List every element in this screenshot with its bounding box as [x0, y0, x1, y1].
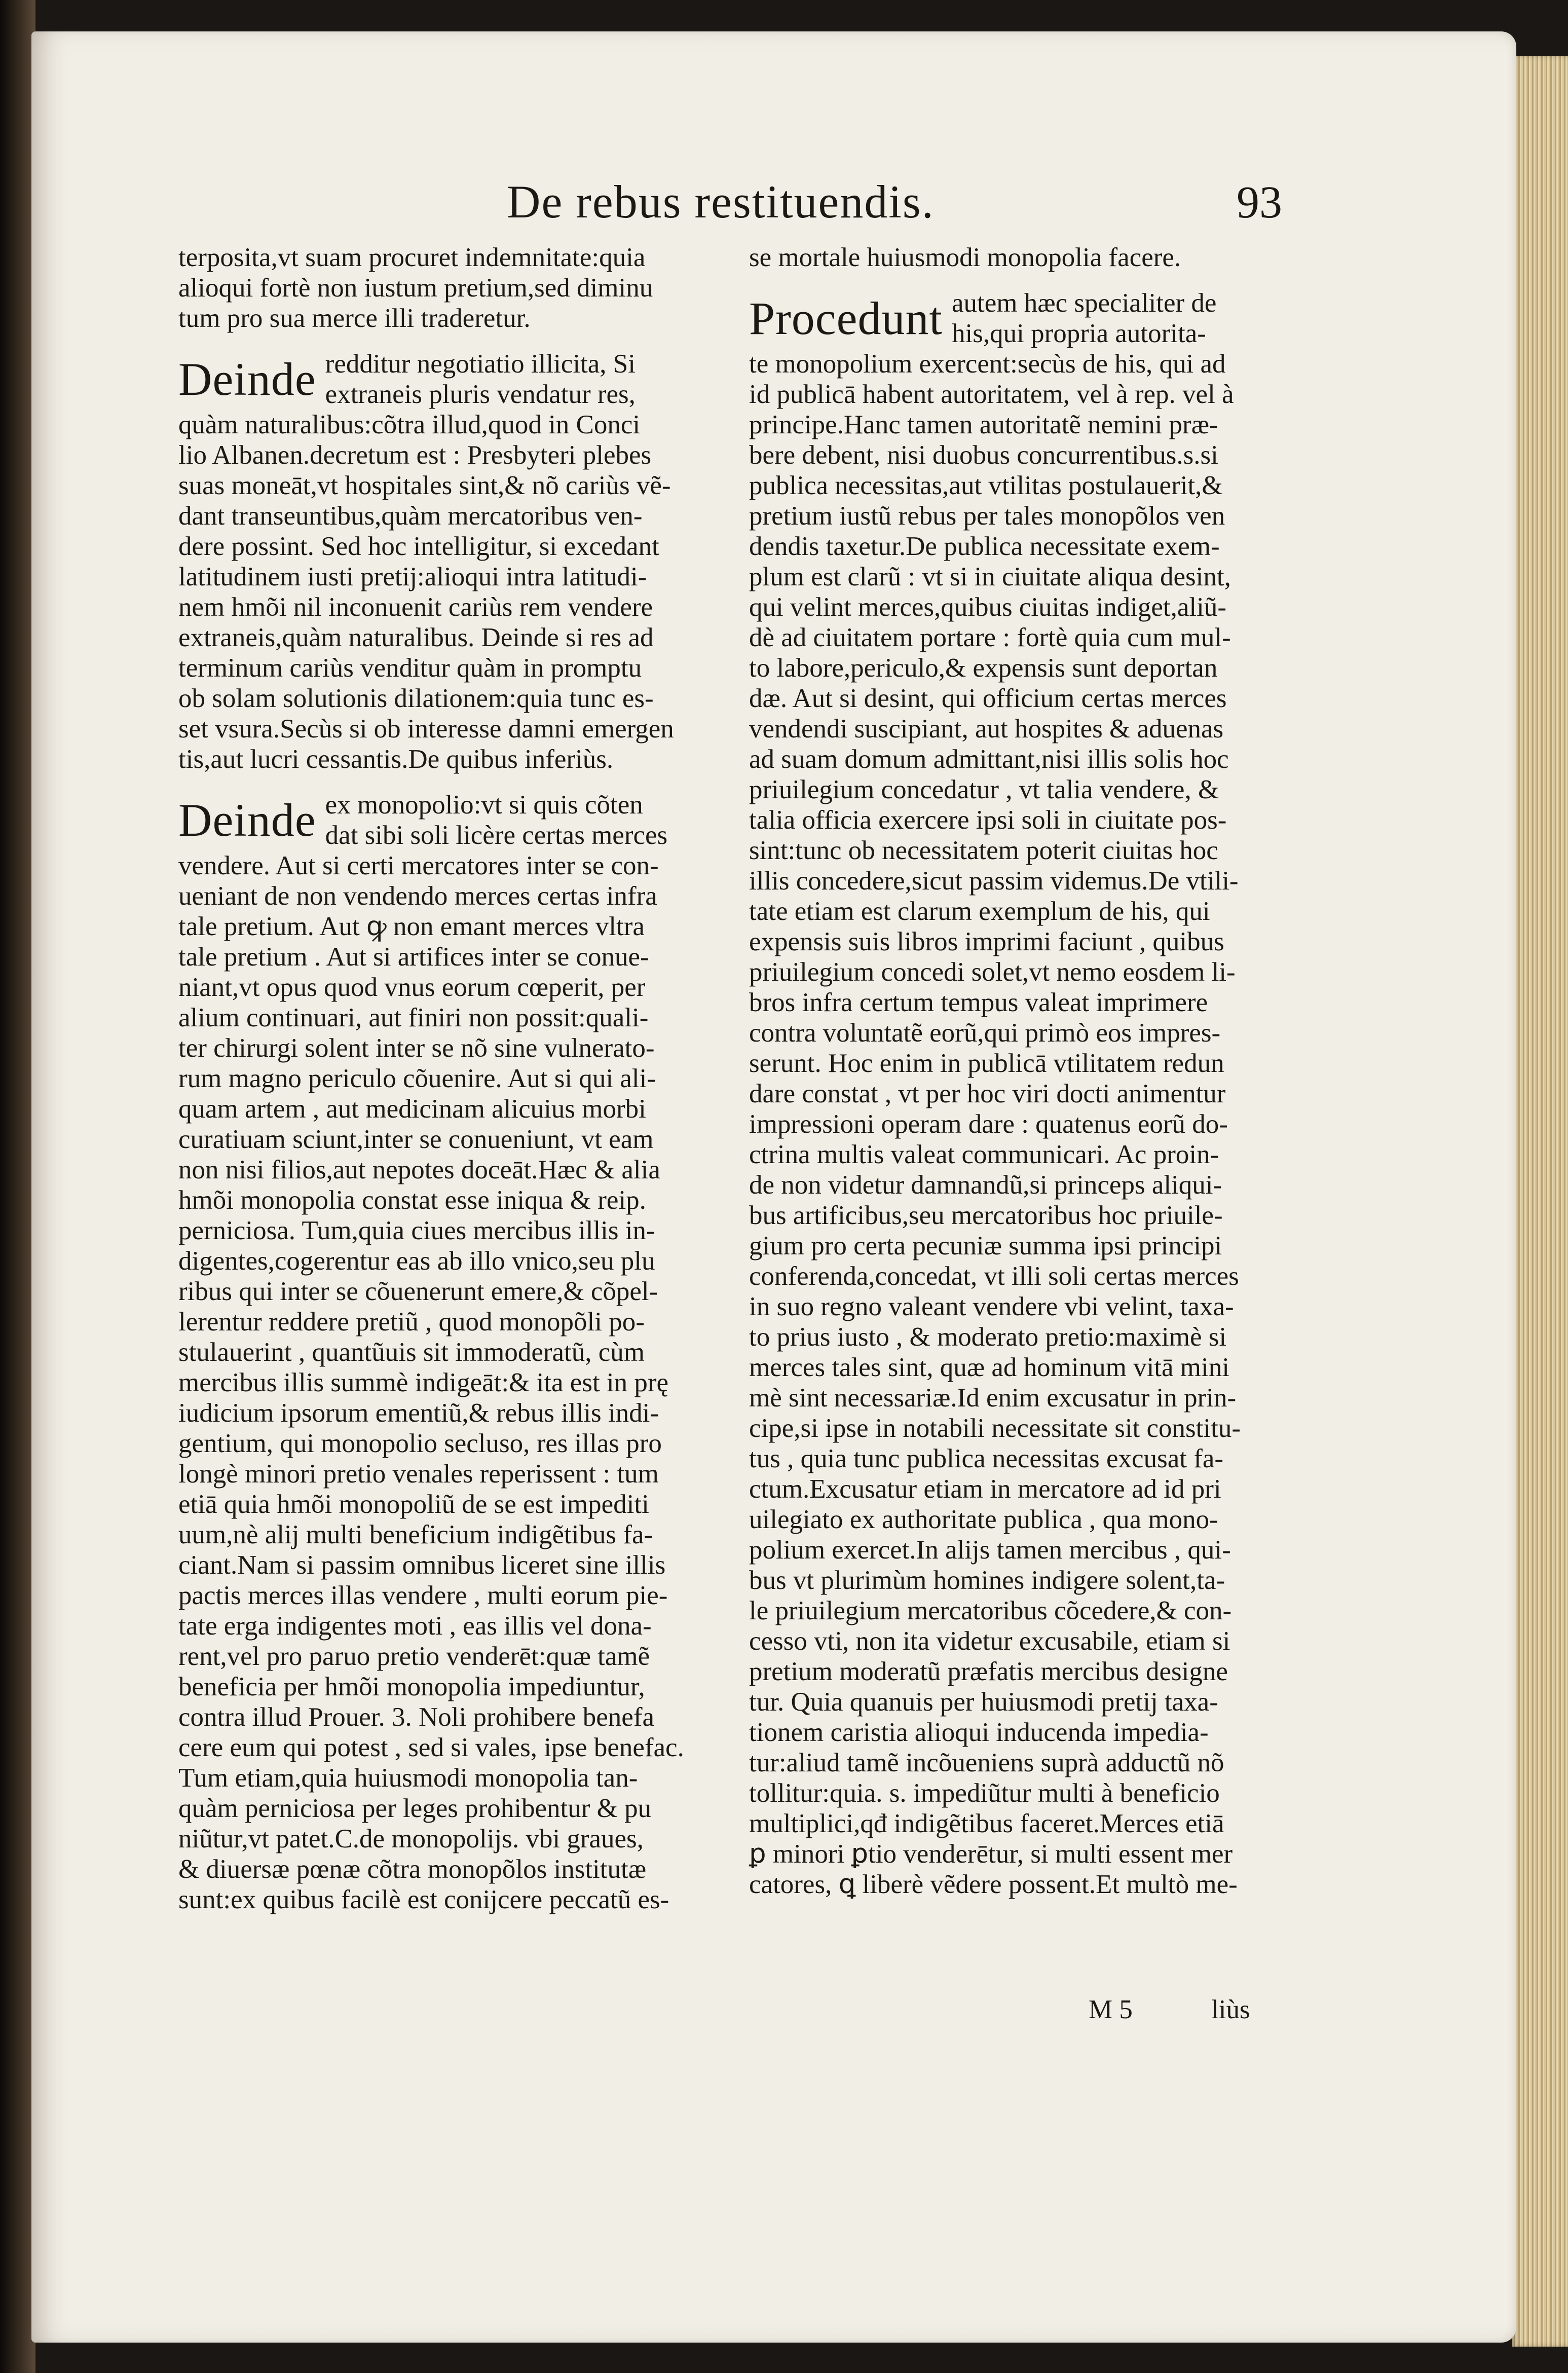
text-line: se mortale huiusmodi monopolia facere.: [749, 243, 1181, 272]
text-line: tus , quia tunc publica necessitas excusat fa-: [749, 1444, 1224, 1473]
text-line: bros infra certum tempus valeat imprimere: [749, 988, 1208, 1017]
text-line: terminum cariùs venditur quàm in promptu: [178, 653, 642, 683]
text-line: merces tales sint, quæ ad hominum vitā mini: [749, 1353, 1229, 1382]
text-line: plum est clarũ : vt si in ciuitate aliqua desint,: [749, 562, 1231, 591]
paragraph-opening: [178, 349, 705, 410]
text-line: quam artem , aut medicinam alicuius morbi: [178, 1094, 646, 1124]
text-line: alium continuari, aut finiri non possit:quali-: [178, 1003, 649, 1032]
text-line: longè minori pretio venales reperissent : tum: [178, 1459, 659, 1489]
text-line: beneficia per hmõi monopolia impediuntur,: [178, 1672, 645, 1701]
text-line: uum,nè alij multi beneficium indigẽtibus fa-: [178, 1520, 653, 1549]
text-line: multiplici,qđ indigẽtibus faceret.Merces etiā: [749, 1809, 1224, 1838]
text-line: expensis suis libros imprimi faciunt , quibus: [749, 927, 1224, 956]
text-line: dè ad ciuitatem portare : fortè quia cum mul-: [749, 623, 1231, 652]
paragraph-opening: [178, 790, 705, 850]
text-line: uilegiato ex authoritate publica , qua mono-: [749, 1505, 1218, 1534]
text-line: dat sibi soli licère certas merces: [325, 821, 668, 850]
text-line: illis concedere,sicut passim videmus.De vtili-: [749, 866, 1239, 896]
text-line: rent,vel pro paruo pretio venderēt:quæ tamẽ: [178, 1642, 650, 1671]
text-line: lerentur reddere pretiũ , quod monopõli po-: [178, 1307, 645, 1337]
text-line: sint:tunc ob necessitatem poterit ciuitas hoc: [749, 836, 1218, 865]
drop-word: Deinde: [178, 794, 316, 846]
text-line: tur:aliud tamẽ incõueniens suprà adductũ nõ: [749, 1748, 1224, 1777]
text-line: extraneis pluris vendatur res,: [325, 380, 636, 409]
text-line: contra illud Prouer. 3. Noli prohibere benefa: [178, 1702, 654, 1732]
text-line: gium pro certa pecuniæ summa ipsi principi: [749, 1231, 1222, 1260]
text-line: terposita,vt suam procuret indemnitate:quia: [178, 243, 646, 272]
left-column: [178, 242, 705, 1915]
right-column: [749, 242, 1286, 1900]
text-line: lio Albanen.decretum est : Presbyteri plebes: [178, 440, 652, 470]
text-line: perniciosa. Tum,quia ciues mercibus illis in-: [178, 1216, 655, 1245]
drop-lines: [952, 288, 1216, 349]
text-line: pactis merces illas vendere , multi eorum pie-: [178, 1581, 668, 1610]
text-line: pretium iustũ rebus per tales monopõlos ven: [749, 501, 1225, 531]
text-line: latitudinem iusti pretij:alioqui intra latitudi-: [178, 562, 647, 591]
text-line: catores, ꝗ liberè vẽdere possent.Et multò me-: [749, 1870, 1238, 1899]
text-line: ueniant de non vendendo merces certas infra: [178, 881, 657, 911]
text-line: stulauerint , quantũuis sit immoderatũ, cùm: [178, 1338, 645, 1367]
text-line: set vsura.Secùs si ob interesse damni emergen: [178, 714, 674, 744]
drop-word: Procedunt: [749, 292, 943, 344]
text-line: le priuilegium mercatoribus cõcedere,& con-: [749, 1596, 1232, 1625]
text-line: impressioni operam dare : quatenus eorũ do-: [749, 1109, 1228, 1139]
text-line: bus artificibus,seu mercatoribus hoc priuile-: [749, 1201, 1223, 1230]
text-line: talia officia exercere ipsi soli in ciuitate pos-: [749, 805, 1227, 835]
text-line: nem hmõi nil inconuenit cariùs rem vendere: [178, 592, 653, 622]
text-line: iudicium ipsorum ementiũ,& rebus illis indi-: [178, 1398, 659, 1428]
text-line: Tum etiam,quia huiusmodi monopolia tan-: [178, 1763, 638, 1793]
drop-word: Deinde: [178, 353, 316, 405]
text-line: priuilegium concedatur , vt talia vendere, &: [749, 775, 1219, 804]
text-line: principe.Hanc tamen autoritatẽ nemini præ-: [749, 410, 1218, 439]
text-line: ter chirurgi solent inter se nõ sine vulnerato-: [178, 1033, 655, 1063]
text-line: te monopolium exercent:secùs de his, qui ad: [749, 349, 1226, 379]
text-line: cesso vti, non ita videtur excusabile, etiam si: [749, 1626, 1230, 1656]
text-line: cipe,si ipse in notabili necessitate sit constitu-: [749, 1414, 1241, 1443]
text-line: conferenda,concedat, vt illi soli certas merces: [749, 1262, 1239, 1291]
text-line: niant,vt opus quod vnus eorum cœperit, per: [178, 973, 646, 1002]
text-line: gentium, qui monopolio secluso, res illas pro: [178, 1429, 662, 1458]
signature-mark: M 5: [1089, 1995, 1133, 2024]
text-line: id publicā habent autoritatem, vel à rep. vel à: [749, 380, 1234, 409]
text-line: to prius iusto , & moderato pretio:maximè si: [749, 1322, 1227, 1352]
text-line: tionem caristia alioqui inducenda impedia-: [749, 1718, 1209, 1747]
paragraph-opening: [749, 288, 1286, 349]
text-line: ribus qui inter se cõuenerunt emere,& cõpel-: [178, 1277, 658, 1306]
text-line: hmõi monopolia constat esse iniqua & reip.: [178, 1185, 646, 1215]
text-line: quàm naturalibus:cõtra illud,quod in Conci: [178, 410, 641, 439]
text-line: vendendi suscipiant, aut hospites & aduenas: [749, 714, 1224, 744]
text-line: serunt. Hoc enim in publicā vtilitatem redun: [749, 1049, 1224, 1078]
text-line: dæ. Aut si desint, qui officium certas merces: [749, 684, 1227, 713]
text-line: ad suam domum admittant,nisi illis solis hoc: [749, 745, 1229, 774]
book-spine-shadow: [0, 0, 35, 2373]
text-line: redditur negotiatio illicita, Si: [325, 349, 636, 379]
text-line: his,qui propria autorita-: [952, 319, 1206, 348]
text-line: tale pretium . Aut si artifices inter se conue-: [178, 942, 649, 972]
text-line: quàm perniciosa per leges prohibentur & pu: [178, 1794, 652, 1823]
text-line: de non videtur damnandũ,si princeps aliqui-: [749, 1170, 1222, 1200]
text-line: tum pro sua merce illi traderetur.: [178, 304, 531, 333]
running-head-title: De rebus restituendis.: [507, 176, 935, 228]
text-line: & diuersæ pœnæ cõtra monopõlos institutæ: [178, 1855, 647, 1884]
text-line: alioqui fortè non iustum pretium,sed diminu: [178, 273, 653, 303]
text-line: tis,aut lucri cessantis.De quibus inferiùs.: [178, 745, 614, 774]
text-line: sunt:ex quibus facilè est conijcere peccatũ es-: [178, 1885, 669, 1914]
book-page-edges: [1512, 56, 1568, 2347]
text-line: vendere. Aut si certi mercatores inter se con-: [178, 851, 659, 880]
text-line: contra voluntatẽ eorũ,qui primò eos impres-: [749, 1018, 1221, 1048]
text-line: tur. Quia quanuis per huiusmodi pretij taxa-: [749, 1687, 1218, 1717]
text-line: bere debent, nisi duobus concurrentibus.s.si: [749, 440, 1218, 470]
text-line: non nisi filios,aut nepotes doceāt.Hæc & alia: [178, 1155, 660, 1184]
text-line: ꝑ minori ꝑtio venderētur, si multi essent mer: [749, 1839, 1233, 1869]
page-number: 93: [1237, 177, 1282, 228]
text-line: in suo regno valeant vendere vbi velint, taxa-: [749, 1292, 1234, 1321]
text-line: ob solam solutionis dilationem:quia tunc es-: [178, 684, 654, 713]
text-line: tollitur:quia. s. impediũtur multi à beneficio: [749, 1778, 1220, 1808]
text-line: tate erga indigentes moti , eas illis vel dona-: [178, 1611, 652, 1641]
text-line: curatiuam sciunt,inter se conueniunt, vt eam: [178, 1125, 654, 1154]
text-line: extraneis,quàm naturalibus. Deinde si res ad: [178, 623, 654, 652]
text-line: ctrina multis valeat communicari. Ac proin-: [749, 1140, 1219, 1169]
drop-lines: [325, 790, 667, 850]
text-line: tate etiam est clarum exemplum de his, qui: [749, 897, 1210, 926]
text-line: polium exercet.In alijs tamen mercibus , qui-: [749, 1535, 1231, 1565]
text-line: niũtur,vt patet.C.de monopolijs. vbi graues,: [178, 1824, 644, 1853]
drop-lines: [325, 349, 636, 410]
text-line: etiā quia hmõi monopoliũ de se est impediti: [178, 1490, 649, 1519]
text-line: pretium moderatũ præfatis mercibus designe: [749, 1657, 1228, 1686]
text-line: suas moneāt,vt hospitales sint,& nõ cariùs vẽ-: [178, 471, 671, 500]
text-line: autem hæc specialiter de: [952, 288, 1217, 318]
text-line: rum magno periculo cõuenire. Aut si qui ali-: [178, 1064, 656, 1093]
text-line: ciant.Nam si passim omnibus liceret sine illis: [178, 1550, 666, 1580]
text-line: to labore,periculo,& expensis sunt deportan: [749, 653, 1218, 683]
text-line: ctum.Excusatur etiam in mercatore ad id pri: [749, 1474, 1221, 1504]
text-line: tale pretium. Aut ꝙ non emant merces vltra: [178, 912, 645, 941]
text-line: dere possint. Sed hoc intelligitur, si excedant: [178, 532, 659, 561]
text-line: publica necessitas,aut vtilitas postulauerit,&: [749, 471, 1223, 500]
text-line: mercibus illis summè indigeāt:& ita est in prę: [178, 1368, 669, 1397]
text-line: priuilegium concedi solet,vt nemo eosdem li-: [749, 957, 1236, 987]
text-line: qui velint merces,quibus ciuitas indiget,aliũ-: [749, 592, 1227, 622]
text-line: dendis taxetur.De publica necessitate exem-: [749, 532, 1220, 561]
text-line: digentes,cogerentur eas ab illo vnico,seu plu: [178, 1246, 655, 1276]
catchword: liùs: [1211, 1995, 1250, 2024]
text-line: dare constat , vt per hoc viri docti animentur: [749, 1079, 1226, 1108]
text-line: ex monopolio:vt si quis cõten: [325, 790, 643, 820]
text-line: dant transeuntibus,quàm mercatoribus ven-: [178, 501, 643, 531]
text-line: mè sint necessariæ.Id enim excusatur in prin-: [749, 1383, 1237, 1413]
text-line: bus vt plurimùm homines indigere solent,ta-: [749, 1566, 1225, 1595]
text-line: cere eum qui potest , sed si vales, ipse benefac.: [178, 1733, 684, 1762]
